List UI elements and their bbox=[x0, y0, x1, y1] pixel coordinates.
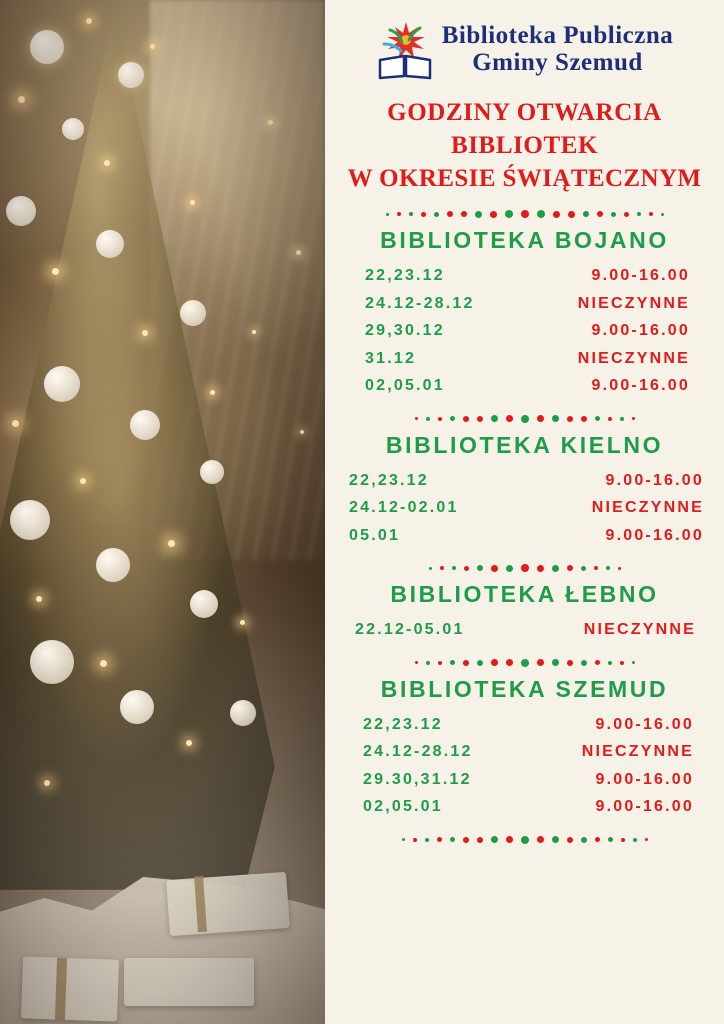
divider-dot bbox=[426, 417, 430, 421]
row-hours: NIECZYNNE bbox=[577, 349, 690, 367]
divider-dot bbox=[426, 661, 430, 665]
divider-dot bbox=[553, 211, 560, 218]
dotted-divider bbox=[355, 656, 695, 670]
row-date: 31.12 bbox=[365, 349, 417, 367]
table-row bbox=[363, 766, 694, 794]
divider-dot bbox=[386, 213, 389, 216]
divider-dot bbox=[597, 211, 603, 217]
divider-dot bbox=[491, 659, 498, 666]
row-date: 24.12-28.12 bbox=[363, 743, 473, 761]
divider-dot bbox=[567, 660, 573, 666]
divider-dot bbox=[425, 838, 429, 842]
row-date: 02,05.01 bbox=[363, 798, 443, 816]
hours-table bbox=[335, 467, 714, 550]
divider-dot bbox=[438, 417, 442, 421]
table-row bbox=[365, 345, 690, 373]
title-line-1: GODZINY OTWARCIA bbox=[387, 99, 662, 126]
divider-dot bbox=[661, 213, 664, 216]
open-book-with-flower-logo-icon bbox=[376, 18, 434, 80]
divider-dot bbox=[434, 212, 439, 217]
divider-dot bbox=[475, 211, 482, 218]
table-row bbox=[349, 494, 704, 522]
divider-dot bbox=[537, 565, 544, 572]
divider-dot bbox=[552, 415, 559, 422]
dotted-divider bbox=[355, 412, 695, 426]
section-title: BIBLIOTEKA KIELNO bbox=[385, 431, 664, 458]
divider-dot bbox=[537, 836, 544, 843]
divider-dot bbox=[437, 837, 442, 842]
table-row bbox=[365, 262, 690, 290]
divider-dot bbox=[581, 837, 587, 843]
divider-dot bbox=[608, 417, 612, 421]
divider-dot bbox=[537, 210, 545, 218]
divider-dot bbox=[608, 661, 612, 665]
divider-dot bbox=[491, 565, 498, 572]
divider-dot bbox=[415, 417, 418, 420]
divider-dot bbox=[505, 210, 513, 218]
divider-dot bbox=[491, 836, 498, 843]
divider-dot bbox=[506, 659, 513, 666]
row-hours: 9.00-16.00 bbox=[595, 798, 694, 816]
row-date: 22,23.12 bbox=[363, 715, 443, 733]
row-date: 22,23.12 bbox=[349, 471, 429, 489]
divider-dot bbox=[581, 416, 587, 422]
brand-line-2: Gminy Szemud bbox=[472, 49, 643, 76]
divider-dot bbox=[521, 210, 529, 218]
row-hours: 9.00-16.00 bbox=[605, 526, 704, 544]
divider-dot bbox=[552, 836, 559, 843]
table-row bbox=[365, 317, 690, 345]
divider-dot bbox=[397, 212, 401, 216]
divider-dot bbox=[450, 660, 455, 665]
divider-dot bbox=[632, 661, 635, 664]
section-title: BIBLIOTEKA ŁEBNO bbox=[390, 581, 659, 608]
library-brand-header bbox=[335, 18, 714, 80]
christmas-tree-photo bbox=[0, 0, 325, 1024]
row-date: 05.01 bbox=[349, 526, 401, 544]
divider-dot bbox=[608, 837, 613, 842]
divider-dot bbox=[637, 212, 641, 216]
divider-dot bbox=[581, 566, 586, 571]
hours-table bbox=[335, 711, 714, 821]
row-hours: NIECZYNNE bbox=[583, 621, 696, 639]
table-row bbox=[349, 467, 704, 495]
table-row bbox=[365, 290, 690, 318]
divider-dot bbox=[506, 565, 513, 572]
row-date: 29.30,31.12 bbox=[363, 770, 472, 788]
library-section-kielno bbox=[335, 432, 714, 550]
divider-dot bbox=[537, 659, 544, 666]
divider-dot bbox=[438, 661, 442, 665]
divider-dot bbox=[581, 660, 587, 666]
row-hours: 9.00-16.00 bbox=[595, 715, 694, 733]
divider-dot bbox=[521, 659, 529, 667]
divider-dot bbox=[621, 838, 625, 842]
row-date: 02,05.01 bbox=[365, 377, 445, 395]
divider-dot bbox=[463, 416, 469, 422]
dotted-divider bbox=[355, 561, 695, 575]
row-date: 22,23.12 bbox=[365, 267, 445, 284]
hours-table bbox=[335, 262, 714, 400]
divider-dot bbox=[552, 659, 559, 666]
row-date: 22.12-05.01 bbox=[355, 621, 465, 639]
divider-dot bbox=[450, 837, 455, 842]
divider-dot bbox=[421, 212, 426, 217]
divider-dot bbox=[606, 566, 610, 570]
divider-dot bbox=[452, 566, 456, 570]
table-row bbox=[363, 711, 694, 739]
divider-dot bbox=[583, 211, 589, 217]
page-title bbox=[335, 96, 714, 195]
divider-dot bbox=[620, 417, 624, 421]
divider-dot bbox=[477, 660, 483, 666]
table-row bbox=[365, 372, 690, 400]
divider-dot bbox=[624, 212, 629, 217]
divider-dot bbox=[477, 565, 483, 571]
divider-dot bbox=[506, 836, 513, 843]
divider-dot bbox=[611, 212, 616, 217]
divider-dot bbox=[537, 415, 544, 422]
divider-dot bbox=[567, 837, 573, 843]
library-section-szemud bbox=[335, 676, 714, 821]
row-hours: 9.00-16.00 bbox=[595, 770, 694, 788]
divider-dot bbox=[595, 416, 600, 421]
row-date: 29,30.12 bbox=[365, 322, 445, 340]
divider-dot bbox=[429, 567, 432, 570]
title-line-2: BIBLIOTEK bbox=[450, 132, 599, 159]
row-hours: NIECZYNNE bbox=[577, 294, 690, 312]
divider-dot bbox=[620, 661, 624, 665]
divider-dot bbox=[567, 416, 573, 422]
row-date: 24.12-28.12 bbox=[365, 294, 475, 312]
poster-content-panel bbox=[325, 0, 724, 1024]
row-hours: 9.00-16.00 bbox=[591, 267, 690, 284]
section-title: BIBLIOTEKA BOJANO bbox=[380, 227, 669, 253]
divider-dot bbox=[450, 416, 455, 421]
divider-dot bbox=[645, 838, 648, 841]
divider-dot bbox=[618, 567, 621, 570]
divider-dot bbox=[595, 660, 600, 665]
divider-dot bbox=[506, 415, 513, 422]
divider-dot bbox=[552, 565, 559, 572]
dotted-divider bbox=[355, 833, 695, 847]
table-row bbox=[363, 793, 694, 821]
divider-dot bbox=[521, 415, 529, 423]
divider-dot bbox=[632, 417, 635, 420]
divider-dot bbox=[491, 415, 498, 422]
table-row bbox=[363, 738, 694, 766]
divider-dot bbox=[521, 564, 529, 572]
divider-dot bbox=[461, 211, 467, 217]
divider-dot bbox=[415, 661, 418, 664]
brand-line-1: Biblioteka Publiczna bbox=[441, 22, 674, 49]
table-row bbox=[355, 616, 696, 644]
brand-wordmark bbox=[442, 22, 674, 76]
divider-dot bbox=[521, 836, 529, 844]
divider-dot bbox=[490, 211, 497, 218]
row-hours: 9.00-16.00 bbox=[605, 471, 704, 489]
divider-dot bbox=[464, 566, 469, 571]
divider-dot bbox=[463, 837, 469, 843]
row-date: 24.12-02.01 bbox=[349, 499, 459, 517]
divider-dot bbox=[409, 212, 413, 216]
divider-dot bbox=[440, 566, 444, 570]
divider-dot bbox=[402, 838, 405, 841]
divider-dot bbox=[633, 838, 637, 842]
divider-dot bbox=[477, 416, 483, 422]
divider-dot bbox=[595, 837, 600, 842]
divider-dot bbox=[447, 211, 453, 217]
dotted-divider bbox=[355, 207, 695, 221]
row-hours: 9.00-16.00 bbox=[591, 322, 690, 340]
library-section-lebno bbox=[335, 581, 714, 644]
row-hours: NIECZYNNE bbox=[581, 743, 694, 761]
row-hours: NIECZYNNE bbox=[591, 499, 704, 517]
library-section-bojano bbox=[335, 227, 714, 400]
divider-dot bbox=[649, 212, 653, 216]
divider-dot bbox=[413, 838, 417, 842]
row-hours: 9.00-16.00 bbox=[591, 377, 690, 395]
title-line-3: W OKRESIE ŚWIĄTECZNYM bbox=[347, 165, 702, 192]
section-title: BIBLIOTEKA SZEMUD bbox=[380, 675, 669, 702]
table-row bbox=[349, 522, 704, 550]
divider-dot bbox=[568, 211, 575, 218]
divider-dot bbox=[594, 566, 598, 570]
divider-dot bbox=[477, 837, 483, 843]
hours-table bbox=[335, 616, 714, 644]
divider-dot bbox=[463, 660, 469, 666]
divider-dot bbox=[567, 565, 573, 571]
photo-vignette bbox=[0, 0, 325, 1024]
